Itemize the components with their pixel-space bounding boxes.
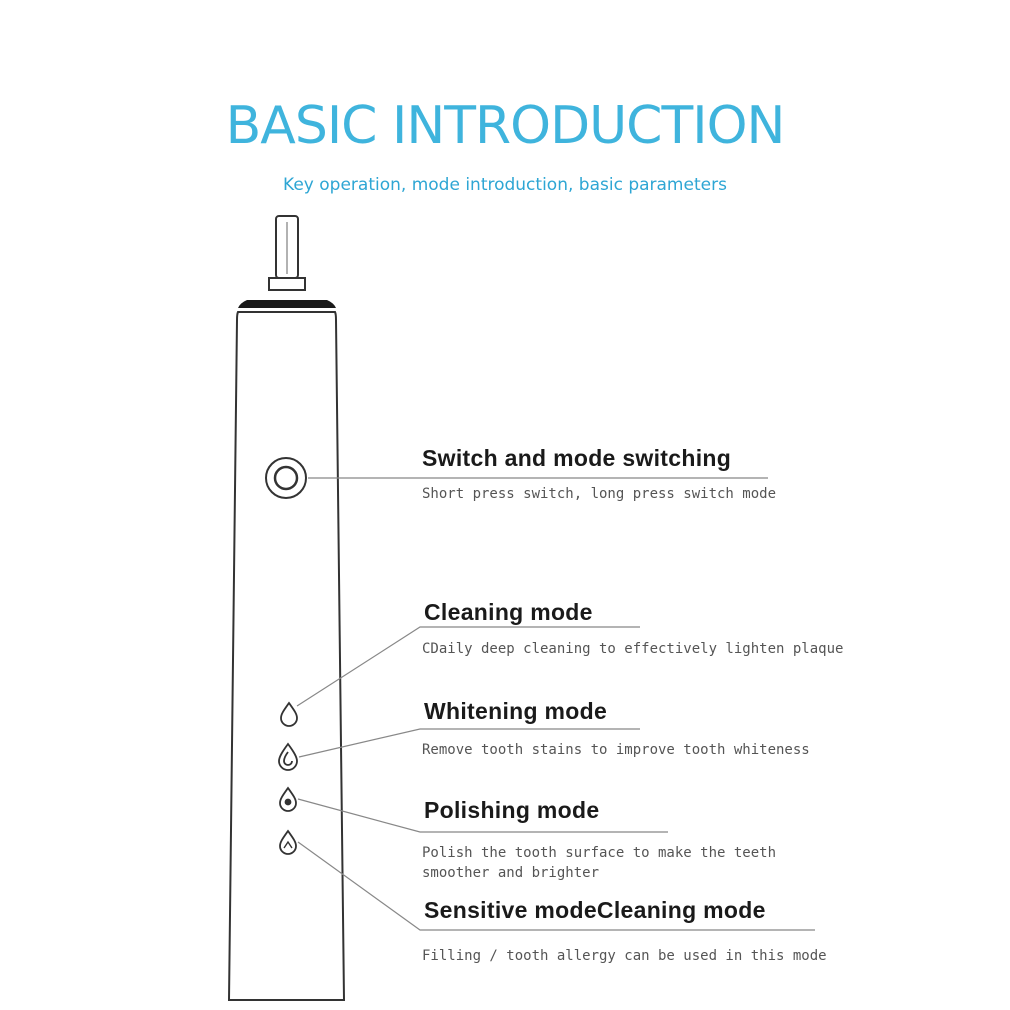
dotted-droplet-icon (280, 788, 296, 811)
brush-handle (229, 312, 344, 1000)
feature-desc-polishing-line1: Polish the tooth surface to make the teeth (422, 845, 777, 861)
leaf-droplet-icon (280, 831, 296, 854)
page-title: BASIC INTRODUCTION (225, 96, 785, 156)
feature-desc-cleaning: CDaily deep cleaning to effectively lighten plaque (422, 641, 844, 657)
double-droplet-icon (279, 744, 297, 770)
feature-title-whitening: Whitening mode (424, 698, 608, 724)
feature-desc-switch: Short press switch, long press switch mode (422, 486, 777, 502)
feature-desc-polishing-line2: smoother and brighter (422, 865, 600, 881)
power-button-icon (266, 458, 306, 498)
feature-title-polishing: Polishing mode (424, 797, 600, 823)
feature-title-switch: Switch and mode switching (422, 445, 732, 471)
feature-desc-sensitive: Filling / tooth allergy can be used in this mode (422, 948, 827, 964)
page-subtitle: Key operation, mode introduction, basic parameters (283, 175, 727, 195)
feature-title-sensitive: Sensitive modeCleaning mode (424, 897, 766, 923)
brush-collar (238, 300, 336, 308)
feature-desc-whitening: Remove tooth stains to improve tooth whiteness (422, 742, 810, 758)
brush-head (269, 216, 305, 290)
droplet-icon (281, 703, 297, 726)
feature-title-cleaning: Cleaning mode (424, 599, 593, 625)
